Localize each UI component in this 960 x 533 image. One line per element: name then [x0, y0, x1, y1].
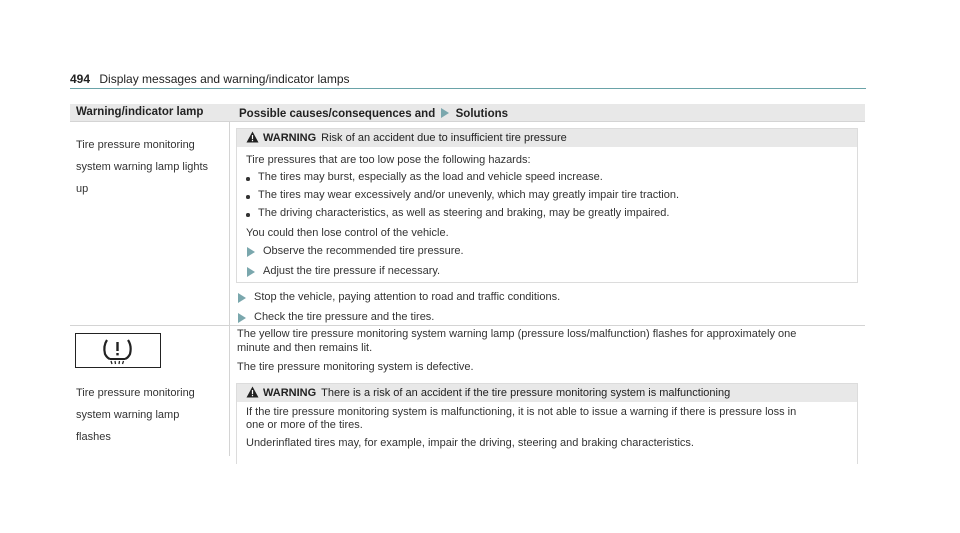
step-item: Check the tire pressure and the tires. — [254, 311, 435, 323]
bullet — [246, 213, 250, 217]
col1-header: Warning/indicator lamp — [76, 106, 204, 118]
row2-warning-box — [236, 383, 858, 464]
page-header — [70, 72, 350, 86]
warning-text: Underinflated tires may, for example, impair the driving, steering and braking characteristics. — [246, 437, 694, 449]
arrow-right-icon — [441, 108, 449, 118]
row2-lamp-label: Tire pressure monitoring system warning lamp flashes — [76, 387, 195, 443]
warning-heading: WARNING Risk of an accident due to insufficient tire pressure — [237, 129, 857, 147]
col2-header: Possible causes/consequences and Solutions — [239, 108, 509, 120]
bullet — [246, 177, 250, 181]
row2-description: minute and then remains lit. — [237, 342, 373, 354]
tire-pressure-lamp-icon — [75, 333, 161, 368]
page-title: Display messages and warning/indicator lamps — [99, 72, 350, 86]
hazard-item: The tires may burst, especially as the load and vehicle speed increase. — [258, 171, 603, 183]
warning-text: If the tire pressure monitoring system is malfunctioning, it is not able to issue a warning if there is pressure loss in — [246, 406, 797, 418]
arrow-right-icon — [247, 247, 255, 257]
hazard-item: The driving characteristics, as well as steering and braking, may be greatly impaired. — [258, 207, 670, 219]
warning-triangle-icon — [246, 131, 259, 149]
arrow-right-icon — [247, 267, 255, 277]
warning-consequence: You could then lose control of the vehicle. — [246, 227, 449, 239]
row1-warning-box — [236, 128, 858, 283]
warning-text: one or more of the tires. — [246, 419, 363, 431]
page-number: 494 — [70, 72, 91, 86]
action-item: Adjust the tire pressure if necessary. — [263, 265, 441, 277]
row-divider — [70, 121, 865, 122]
action-item: Observe the recommended tire pressure. — [263, 245, 464, 257]
warning-triangle-icon — [246, 386, 259, 404]
step-item: Stop the vehicle, paying attention to road and traffic conditions. — [254, 291, 561, 303]
warning-intro: Tire pressures that are too low pose the following hazards: — [246, 154, 531, 166]
arrow-right-icon — [238, 313, 246, 323]
header-rule — [70, 88, 866, 89]
warning-heading: WARNING There is a risk of an accident if the tire pressure monitoring system is malfunctioning — [237, 384, 857, 402]
row2-description: The yellow tire pressure monitoring system warning lamp (pressure loss/malfunction) flashes for approximately one — [237, 328, 797, 340]
row-divider — [70, 325, 865, 326]
arrow-right-icon — [238, 293, 246, 303]
table-header — [70, 104, 865, 121]
column-divider — [229, 121, 230, 332]
row1-lamp-label: Tire pressure monitoring system warning lamp lights up — [76, 139, 209, 195]
bullet — [246, 195, 250, 199]
hazard-item: The tires may wear excessively and/or unevenly, which may greatly impair tire traction. — [258, 189, 680, 201]
column-divider — [229, 326, 230, 456]
row2-description: The tire pressure monitoring system is defective. — [237, 361, 474, 373]
